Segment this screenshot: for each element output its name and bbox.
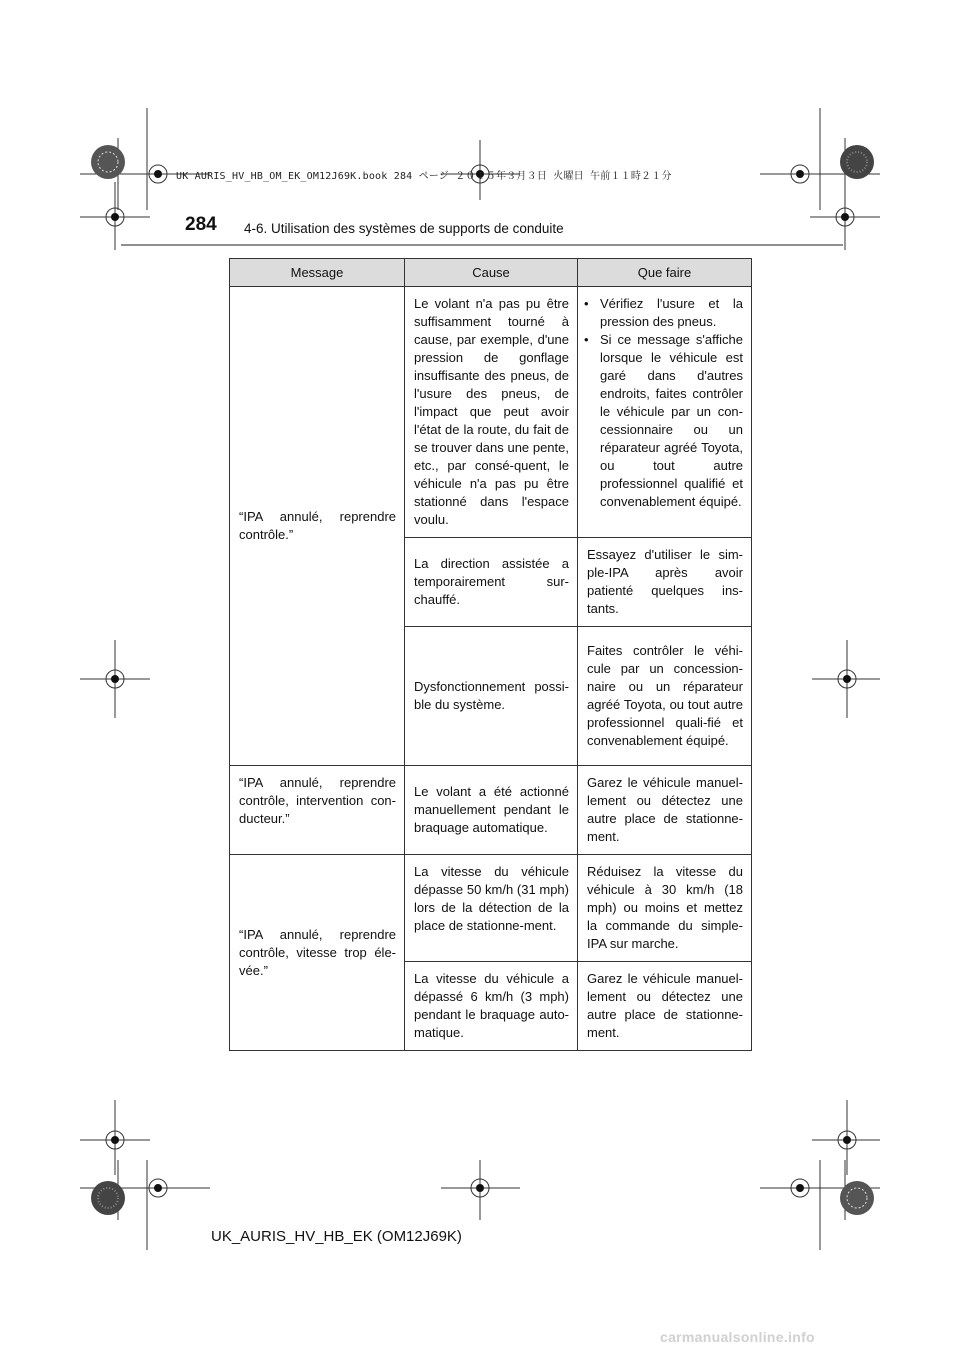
message-cell: “IPA annulé, reprendre contrôle.” bbox=[230, 287, 405, 766]
header-cause: Cause bbox=[405, 259, 578, 287]
action-cell: Essayez d'utiliser le sim-ple-IPA après avoir patienté quelques ins-tants. bbox=[578, 538, 752, 627]
action-cell: Garez le véhicule manuel-lement ou détectez une autre place de stationne-ment. bbox=[578, 766, 752, 855]
header-action: Que faire bbox=[578, 259, 752, 287]
cause-cell: La vitesse du véhicule a dépassé 6 km/h (3 mph) pendant le braquage auto-matique. bbox=[405, 962, 578, 1051]
list-item: • Vérifiez l'usure et la pression des pneus. bbox=[584, 296, 743, 329]
header-rule bbox=[121, 244, 843, 246]
cause-cell: Dysfonctionnement possi-ble du système. bbox=[405, 627, 578, 766]
print-metadata: UK AURIS_HV_HB_OM_EK_OM12J69K.book 284 ページ ２０１５年３月３日 火曜日 午前１１時２１分 bbox=[176, 171, 672, 182]
cause-cell: Le volant a été actionné manuellement pendant le braquage automatique. bbox=[405, 766, 578, 855]
cause-cell: Le volant n'a pas pu être suffisamment tourné à cause, par exemple, d'une pression de gonflage insuffisante des pneus, de l'usure des pneus, de l'impact que peut avoir l'état de la route, du fait de se trouver dans une pente, etc., par consé-quent, le véhicule n'a pas pu être stationné dans l'espace voulu. bbox=[405, 287, 578, 538]
cause-cell: La vitesse du véhicule dépasse 50 km/h (31 mph) lors de la détection de la place de stationne-ment. bbox=[405, 855, 578, 962]
action-cell: Faites contrôler le véhi-cule par un concession-naire ou un réparateur agréé Toyota, ou tout autre professionnel quali-fié et convenablement équipé. bbox=[578, 627, 752, 766]
table-row bbox=[230, 855, 752, 962]
message-cell: “IPA annulé, reprendre contrôle, vitesse trop éle-vée.” bbox=[230, 855, 405, 1051]
action-cell bbox=[578, 287, 752, 538]
section-title: 4-6. Utilisation des systèmes de supports de conduite bbox=[244, 221, 564, 236]
table-row bbox=[230, 766, 752, 855]
header-message: Message bbox=[230, 259, 405, 287]
list-item: • Si ce message s'affiche lorsque le véhicule est garé dans d'autres endroits, faites contrôler le véhicule par un con-cessionnaire ou un réparateur agréé Toyota, ou tout autre professionnel qualifié et convenablement équipé. bbox=[584, 332, 743, 509]
table-header-row bbox=[230, 259, 752, 287]
message-cell: “IPA annulé, reprendre contrôle, intervention con-ducteur.” bbox=[230, 766, 405, 855]
footer-code: UK_AURIS_HV_HB_EK (OM12J69K) bbox=[211, 1228, 462, 1245]
action-cell: Garez le véhicule manuel-lement ou détectez une autre place de stationne-ment. bbox=[578, 962, 752, 1051]
action-cell: Réduisez la vitesse du véhicule à 30 km/h (18 mph) ou moins et mettez la commande du simple-IPA sur marche. bbox=[578, 855, 752, 962]
watermark: carmanualsonline.info bbox=[660, 1329, 815, 1345]
table-row bbox=[230, 287, 752, 538]
page-number: 284 bbox=[185, 214, 217, 235]
message-table bbox=[229, 258, 752, 1051]
cause-cell: La direction assistée a temporairement sur-chauffé. bbox=[405, 538, 578, 627]
